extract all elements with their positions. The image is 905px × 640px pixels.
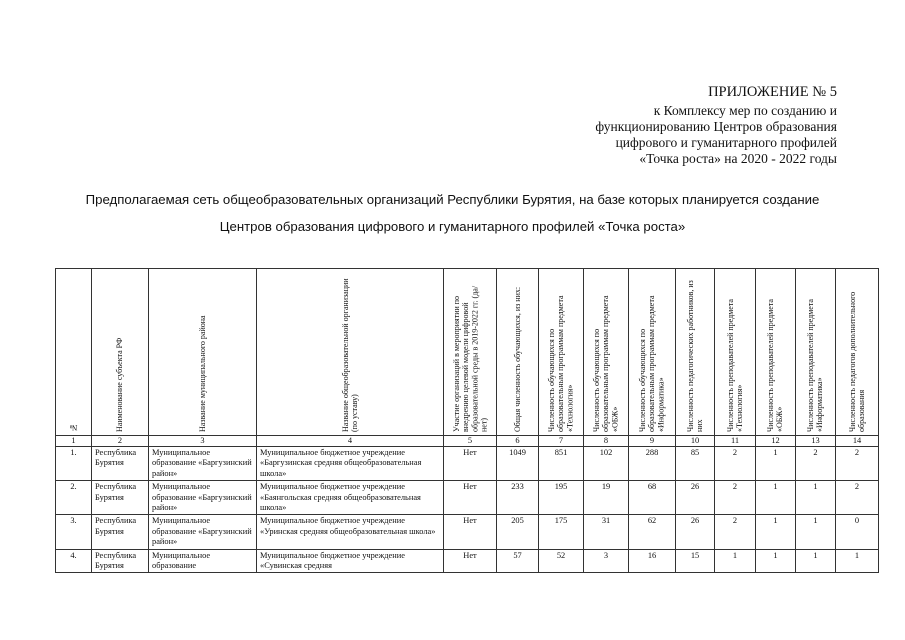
column-number: 7 <box>539 436 584 447</box>
district-cell: Муниципальное образование «Баргузинский район» <box>149 481 257 515</box>
participation-cell: Нет <box>444 515 497 549</box>
inf-students-cell: 288 <box>629 447 676 481</box>
total-students-cell: 233 <box>497 481 539 515</box>
obzh-students-cell: 19 <box>584 481 629 515</box>
table-row <box>56 447 879 481</box>
tech-teachers-cell: 2 <box>715 481 756 515</box>
tech-teachers-cell: 1 <box>715 549 756 573</box>
header-cell: Численность преподавателей предмета «Информатика» <box>796 269 836 436</box>
extra-ed-teachers-cell: 0 <box>836 515 879 549</box>
column-number: 2 <box>92 436 149 447</box>
header-cell: Название муниципального района <box>149 269 257 436</box>
inf-students-cell: 16 <box>629 549 676 573</box>
row-number: 1. <box>56 447 92 481</box>
header-cell: Численность обучающихся по образовательным программам предмета «ОБЖ» <box>584 269 629 436</box>
district-cell: Муниципальное образование «Баргузинский район» <box>149 447 257 481</box>
district-cell: Муниципальное образование <box>149 549 257 573</box>
tech-students-cell: 175 <box>539 515 584 549</box>
header-cell: Численность преподавателей предмета «ОБЖ» <box>756 269 796 436</box>
subject-cell: Республика Бурятия <box>92 447 149 481</box>
teachers-cell: 26 <box>676 481 715 515</box>
header-cell: Численность педагогов дополнительного образования <box>836 269 879 436</box>
table-row <box>56 515 879 549</box>
tech-students-cell: 851 <box>539 447 584 481</box>
organization-cell: Муниципальное бюджетное учреждение «Баргузинская средняя общеобразовательная школа» <box>257 447 444 481</box>
extra-ed-teachers-cell: 2 <box>836 481 879 515</box>
row-number: 4. <box>56 549 92 573</box>
appendix-line: цифрового и гуманитарного профилей <box>615 135 837 150</box>
column-number: 9 <box>629 436 676 447</box>
tech-students-cell: 52 <box>539 549 584 573</box>
organization-cell: Муниципальное бюджетное учреждение «Сувинская средняя <box>257 549 444 573</box>
participation-cell: Нет <box>444 481 497 515</box>
subject-cell: Республика Бурятия <box>92 481 149 515</box>
document-title-line-2: Центров образования цифрового и гуманитарного профилей «Точка роста» <box>219 219 686 234</box>
schools-table <box>55 268 879 573</box>
header-cell: Численность обучающихся по образовательным программам предмета «Информатика» <box>629 269 676 436</box>
header-cell: Общая численность обучающихся, из них: <box>497 269 539 436</box>
subject-cell: Республика Бурятия <box>92 515 149 549</box>
obzh-students-cell: 31 <box>584 515 629 549</box>
header-cell: Численность педагогических работников, из них <box>676 269 715 436</box>
organization-cell: Муниципальное бюджетное учреждение «Уринская средняя общеобразовательная школа» <box>257 515 444 549</box>
subject-cell: Республика Бурятия <box>92 549 149 573</box>
column-number: 1 <box>56 436 92 447</box>
participation-cell: Нет <box>444 447 497 481</box>
appendix-line: к Комплексу мер по созданию и <box>653 103 837 118</box>
column-number: 4 <box>257 436 444 447</box>
district-cell: Муниципальное образование «Баргузинский район» <box>149 515 257 549</box>
column-number: 8 <box>584 436 629 447</box>
header-cell: № <box>56 269 92 436</box>
tech-teachers-cell: 2 <box>715 515 756 549</box>
column-number: 5 <box>444 436 497 447</box>
column-number: 12 <box>756 436 796 447</box>
obzh-teachers-cell: 1 <box>756 447 796 481</box>
obzh-teachers-cell: 1 <box>756 549 796 573</box>
teachers-cell: 85 <box>676 447 715 481</box>
header-cell: Численность преподавателей предмета «Технология» <box>715 269 756 436</box>
organization-cell: Муниципальное бюджетное учреждение «Баянгольская средняя общеобразовательная школа» <box>257 481 444 515</box>
appendix-line: «Точка роста» на 2020 - 2022 годы <box>639 151 837 166</box>
total-students-cell: 1049 <box>497 447 539 481</box>
appendix-line: функционированию Центров образования <box>595 119 837 134</box>
participation-cell: Нет <box>444 549 497 573</box>
tech-students-cell: 195 <box>539 481 584 515</box>
appendix-block <box>595 84 837 167</box>
column-number: 14 <box>836 436 879 447</box>
extra-ed-teachers-cell: 2 <box>836 447 879 481</box>
column-number: 3 <box>149 436 257 447</box>
column-number: 11 <box>715 436 756 447</box>
teachers-cell: 26 <box>676 515 715 549</box>
extra-ed-teachers-cell: 1 <box>836 549 879 573</box>
obzh-students-cell: 3 <box>584 549 629 573</box>
teachers-cell: 15 <box>676 549 715 573</box>
obzh-teachers-cell: 1 <box>756 481 796 515</box>
document-title-line-1: Предполагаемая сеть общеобразовательных организаций Республики Бурятия, на базе которых планируется создание <box>85 192 820 207</box>
tech-teachers-cell: 2 <box>715 447 756 481</box>
appendix-title: ПРИЛОЖЕНИЕ № 5 <box>708 84 837 100</box>
total-students-cell: 205 <box>497 515 539 549</box>
header-cell: Наименование субъекта РФ <box>92 269 149 436</box>
row-number: 2. <box>56 481 92 515</box>
inf-students-cell: 68 <box>629 481 676 515</box>
obzh-teachers-cell: 1 <box>756 515 796 549</box>
header-cell: Численность обучающихся по образовательным программам предмета «Технология» <box>539 269 584 436</box>
column-number: 10 <box>676 436 715 447</box>
header-cell: Название общеобразовательной организации (по уставу) <box>257 269 444 436</box>
column-number: 6 <box>497 436 539 447</box>
column-number-row <box>56 436 879 447</box>
table-header-row <box>56 269 879 436</box>
inf-teachers-cell: 1 <box>796 481 836 515</box>
inf-teachers-cell: 2 <box>796 447 836 481</box>
inf-teachers-cell: 1 <box>796 549 836 573</box>
row-number: 3. <box>56 515 92 549</box>
inf-students-cell: 62 <box>629 515 676 549</box>
table-row <box>56 549 879 573</box>
table-row <box>56 481 879 515</box>
column-number: 13 <box>796 436 836 447</box>
total-students-cell: 57 <box>497 549 539 573</box>
header-cell: Участие организаций в мероприятии по внедрению целевой модели цифровой образовательной среды в 2019-2022 гг. (да/нет) <box>444 269 497 436</box>
obzh-students-cell: 102 <box>584 447 629 481</box>
inf-teachers-cell: 1 <box>796 515 836 549</box>
